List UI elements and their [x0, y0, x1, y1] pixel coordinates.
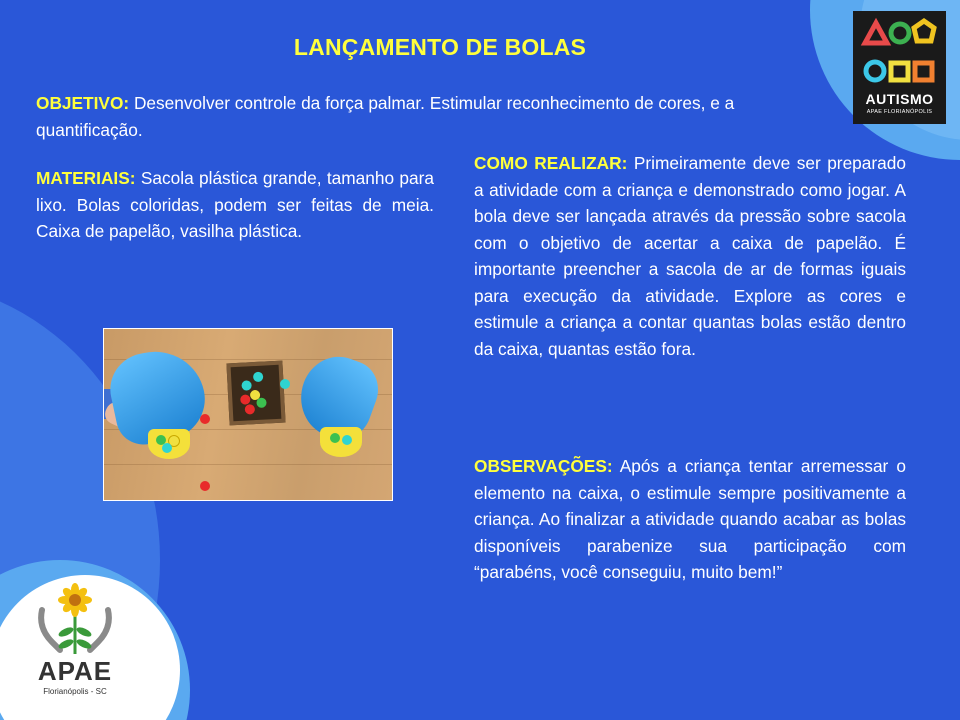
apae-logo-sub: Florianópolis - SC	[43, 687, 107, 696]
materiais-label: MATERIAIS:	[36, 168, 136, 188]
cardboard-box	[226, 361, 285, 426]
ball	[256, 397, 267, 408]
apae-logo-name: APAE	[37, 656, 113, 686]
ball	[162, 443, 172, 453]
page-title: LANÇAMENTO DE BOLAS	[293, 34, 587, 60]
ball	[200, 481, 210, 491]
ball	[330, 433, 340, 443]
ball	[280, 379, 290, 389]
autismo-logo-name: AUTISMO	[865, 91, 934, 107]
objetivo-text: Desenvolver controle da força palmar. Estimular reconhecimento de cores, e a quantificação.	[36, 93, 735, 140]
observacoes-label: OBSERVAÇÕES:	[474, 456, 613, 476]
ball	[241, 380, 252, 391]
materiais-text: Sacola plástica grande, tamanho para lixo. Bolas coloridas, podem ser feitas de meia. Caixa de papelão, vasilha plástica.	[36, 168, 434, 241]
sunflower-hands-icon	[30, 580, 120, 656]
materiais-paragraph	[36, 165, 434, 245]
objetivo-paragraph	[36, 90, 796, 143]
autismo-shapes-icon	[853, 11, 946, 91]
ball	[342, 435, 352, 445]
apae-logo	[30, 580, 120, 710]
activity-photo	[103, 328, 393, 501]
ball	[253, 372, 264, 383]
yellow-bowl-right	[320, 427, 362, 457]
objetivo-label: OBJETIVO:	[36, 93, 130, 113]
autismo-logo-sub: APAE FLORIANÓPOLIS	[866, 109, 933, 115]
como-realizar-paragraph	[474, 150, 906, 362]
ball	[240, 394, 251, 405]
yellow-bowl-left	[148, 429, 190, 459]
como-realizar-label: COMO REALIZAR:	[474, 153, 628, 173]
observacoes-paragraph	[474, 453, 906, 586]
observacoes-text: Após a criança tentar arremessar o elemento na caixa, o estimule sempre positivamente a criança. Ao finalizar a atividade quando acabar as bolas disponíveis parabenize sua participação com “parabéns, você conseguiu, muito bem!”	[474, 456, 906, 582]
floor-plank	[104, 464, 392, 465]
ball	[200, 414, 210, 424]
autismo-logo	[853, 11, 946, 124]
ball	[245, 404, 256, 415]
como-realizar-text: Primeiramente deve ser preparado a atividade com a criança e demonstrado como jogar. A bola deve ser lançada através da pressão sobre sacola com o objetivo de acertar a caixa de papelão. É importante preencher a sacola de ar de formas iguais para execução da atividade. Explore as cores e estimule a criança a contar quantas bolas estão dentro da caixa, quantas estão fora.	[474, 153, 906, 359]
